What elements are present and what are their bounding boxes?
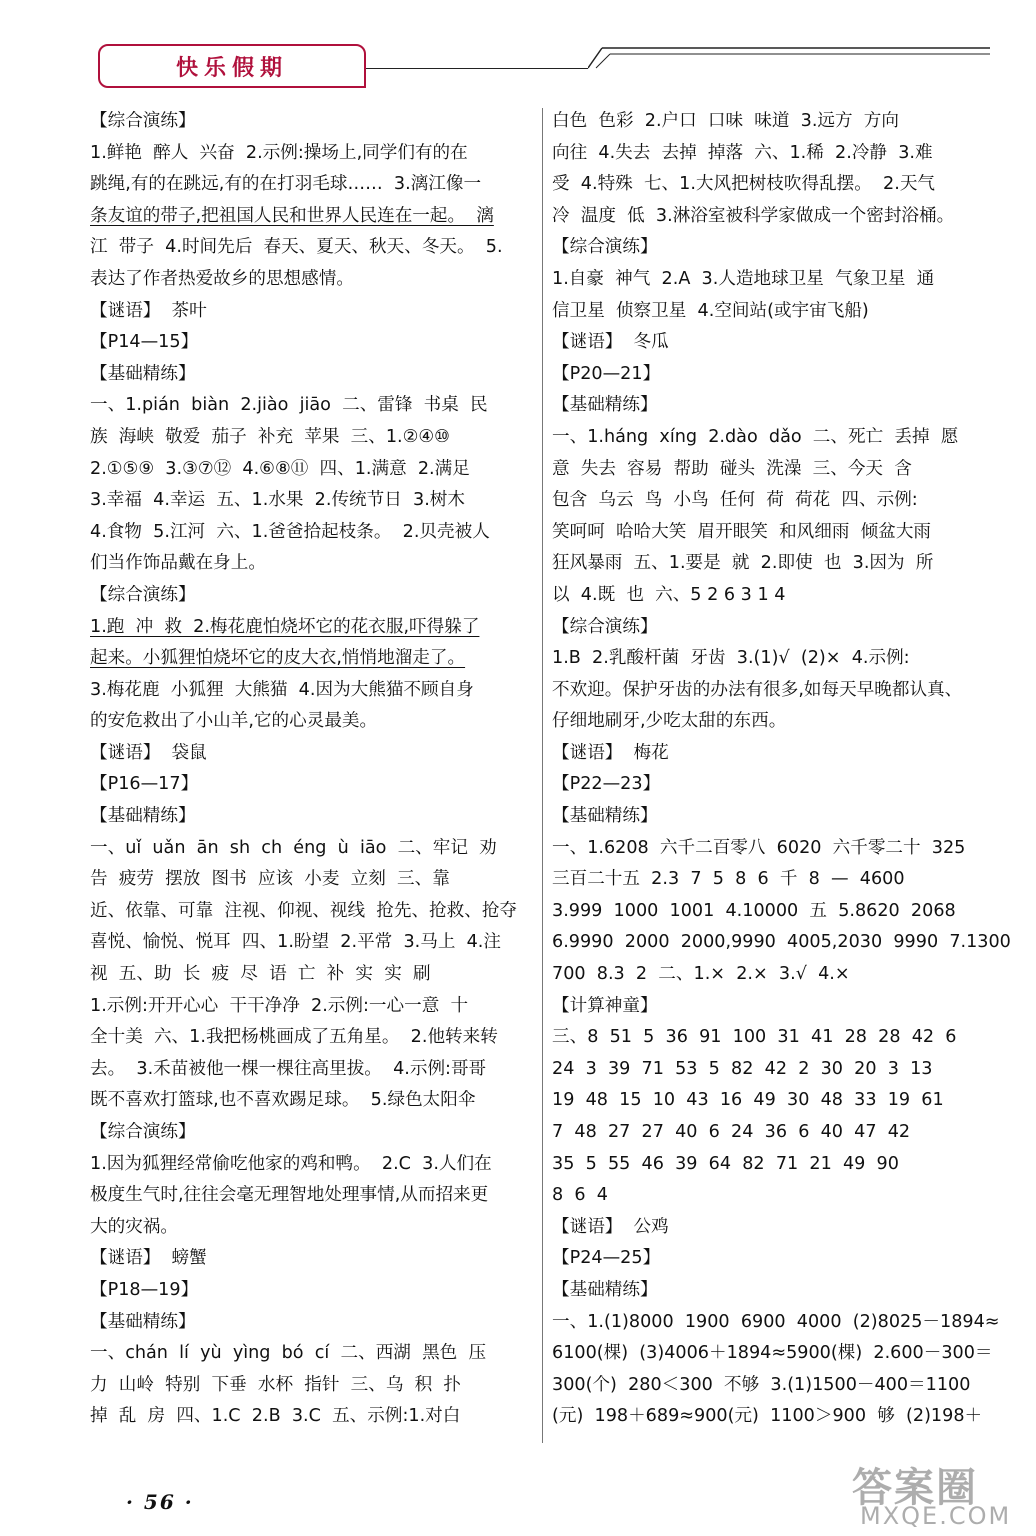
header-decoration [588,46,990,70]
column-divider [542,108,543,1443]
header-title: 快乐假期 [175,55,288,81]
answer-line: 族 海峡 敬爱 茄子 补充 苹果 三、1.②④⑩ [90,426,450,447]
answer-line: 【基础精练】 [552,806,658,827]
answer-line: 狂风暴雨 五、1.要是 就 2.即使 也 3.因为 所 [552,553,934,574]
answer-line: 6100(棵) (3)4006＋1894≈5900(棵) 2.600－300＝ [552,1343,993,1364]
watermark-url: MXQE.COM [860,1502,1012,1530]
answer-column-left [90,106,536,1433]
answer-line: 既不喜欢打篮球,也不喜欢踢足球。 5.绿色太阳伞 [90,1090,476,1111]
answer-line: 【计算神童】 [552,995,658,1016]
answer-line: 三、8 51 5 36 91 100 31 41 28 28 42 6 [552,1027,957,1048]
answer-line: 极度生气时,往往会毫无理智地处理事情,从而招来更 [90,1185,489,1206]
answer-line: 的安危救出了小山羊,它的心灵最美。 [90,711,378,732]
answer-line: 【谜语】 公鸡 [552,1216,669,1237]
answer-line: 告 疲劳 摆放 图书 应该 小麦 立刻 三、靠 [90,869,450,890]
answer-line: 【基础精练】 [90,1311,196,1332]
answer-line: 【P16—17】 [90,774,199,795]
watermark [852,1456,1022,1534]
answer-line: 24 3 39 71 53 5 82 42 2 30 20 3 13 [552,1058,933,1079]
answer-line: 1.示例:开开心心 干干净净 2.示例:一心一意 十 [90,995,469,1016]
answer-line: 三百二十五 2.3 7 5 8 6 千 8 — 4600 [552,869,905,890]
answer-line: 【谜语】 茶叶 [90,300,207,321]
answer-line: 【P22—23】 [552,774,661,795]
answer-line: 1.B 2.乳酸杆菌 牙齿 3.(1)√ (2)× 4.示例: [552,648,910,669]
answer-line: 掉 乱 房 四、1.C 2.B 3.C 五、示例:1.对白 [90,1406,461,1427]
answer-line: 【谜语】 袋鼠 [90,742,207,763]
answer-line: 19 48 15 10 43 16 49 30 48 33 19 61 [552,1090,944,1111]
answer-line: 意 失去 容易 帮助 碰头 洗澡 三、今天 含 [552,458,912,479]
header-rule [366,68,588,69]
answer-line: 起来。小狐狸怕烧坏它的皮大衣,悄悄地溜走了。 [90,648,466,669]
answer-line: 近、依靠、可靠 注视、仰视、视线 抢先、抢救、抢夺 [90,900,518,921]
watermark-logo: 答案圈 [852,1465,978,1511]
answer-line: 不欢迎。保护牙齿的办法有很多,如每天早晚都认真、 [552,679,963,700]
answer-line: 笑呵呵 哈哈大笑 眉开眼笑 和风细雨 倾盆大雨 [552,521,932,542]
answer-line: 仔细地刷牙,少吃太甜的东西。 [552,711,787,732]
answer-line: 一、1.(1)8000 1900 6900 4000 (2)8025－1894≈ [552,1311,1000,1332]
answer-line: 包含 乌云 鸟 小鸟 任何 荷 荷花 四、示例: [552,490,918,511]
answer-line: 白色 色彩 2.户口 口味 味道 3.远方 方向 [552,111,899,131]
answer-line: 冷 温度 低 3.淋浴室被科学家做成一个密封浴桶。 [552,205,955,226]
answer-line: 【P20—21】 [552,363,661,384]
answer-line: 一、1.háng xíng 2.dào dǎo 二、死亡 丢掉 愿 [552,426,959,447]
answer-line: 受 4.特殊 七、1.大风把树枝吹得乱摆。 2.天气 [552,174,936,195]
answer-line: 【谜语】 梅花 [552,742,669,763]
answer-line: 【谜语】 冬瓜 [552,332,669,353]
answer-line: 4.食物 5.江河 六、1.爸爸拾起枝条。 2.贝壳被人 [90,521,490,542]
answer-line: 【谜语】 螃蟹 [90,1248,207,1269]
answer-line: 【基础精练】 [552,395,658,416]
answer-line: 8 6 4 [552,1185,608,1206]
answer-line: 以 4.既 也 六、5 2 6 3 1 4 [552,584,786,605]
answer-line: (元) 198＋689≈900(元) 1100＞900 够 (2)198＋ [552,1406,983,1427]
answer-line: 【P24—25】 [552,1248,661,1269]
answer-line: 3.梅花鹿 小狐狸 大熊猫 4.因为大熊猫不顾自身 [90,679,474,700]
answer-line: 表达了作者热爱故乡的思想感情。 [90,268,354,289]
answer-line: 35 5 55 46 39 64 82 71 21 49 90 [552,1153,899,1174]
answer-line: 跳绳,有的在跳远,有的在打羽毛球…… 3.漓江像一 [90,174,482,195]
header-title-tab [98,44,366,88]
answer-line: 1.因为狐狸经常偷吃他家的鸡和鸭。 2.C 3.人们在 [90,1153,492,1174]
answer-line: 江 带子 4.时间先后 春天、夏天、秋天、冬天。 5. [90,237,503,258]
answer-line: 一、uǐ uǎn ān sh ch éng ù iāo 二、牢记 劝 [90,837,497,858]
answer-line: 们当作饰品戴在身上。 [90,553,266,574]
answer-line: 3.999 1000 1001 4.10000 五 5.8620 2068 [552,900,956,921]
answer-line: 【基础精练】 [90,806,196,827]
answer-line: 300(个) 280＜300 不够 3.(1)1500－400＝1100 [552,1374,971,1395]
answer-line: 一、1.pián biàn 2.jiào jiāo 二、雷锋 书桌 民 [90,395,488,416]
answer-line: 1.自豪 神气 2.A 3.人造地球卫星 气象卫星 通 [552,268,935,289]
answer-line: 【综合演练】 [552,237,658,258]
answer-line: 1.鲜艳 醉人 兴奋 2.示例:操场上,同学们有的在 [90,142,468,163]
answer-line: 条友谊的带子,把祖国人民和世界人民连在一起。 漓 [90,205,494,226]
answer-line: 7 48 27 27 40 6 24 36 6 40 47 42 [552,1122,911,1142]
answer-line: 去。 3.禾苗被他一棵一棵往高里拔。 4.示例:哥哥 [90,1058,487,1079]
answer-line: 一、chán lí yù yìng bó cí 二、西湖 黑色 压 [90,1343,487,1364]
answer-line: 力 山岭 特别 下垂 水杯 指针 三、乌 积 扑 [90,1374,461,1395]
answer-line: 【P14—15】 [90,332,199,353]
answer-line: 喜悦、愉悦、悦耳 四、1.盼望 2.平常 3.马上 4.注 [90,932,501,953]
answer-line: 3.幸福 4.幸运 五、1.水果 2.传统节日 3.树木 [90,490,465,511]
answer-line: 全十美 六、1.我把杨桃画成了五角星。 2.他转来转 [90,1027,498,1048]
answer-line: 700 8.3 2 二、1.× 2.× 3.√ 4.× [552,964,850,985]
answer-line: 大的灾祸。 [90,1216,178,1237]
answer-line: 【综合演练】 [90,584,196,605]
answer-line: 2.①⑤⑨ 3.③⑦⑫ 4.⑥⑧⑪ 四、1.满意 2.满足 [90,458,470,479]
answer-line: 一、1.6208 六千二百零八 6020 六千零二十 325 [552,837,966,858]
answer-line: 【综合演练】 [90,1122,196,1142]
answer-line: 6.9990 2000 2000,9990 4005,2030 9990 7.1300 [552,932,1011,953]
answer-line: 向往 4.失去 去掉 掉落 六、1.稀 2.冷静 3.难 [552,142,933,163]
answer-line: 【综合演练】 [90,111,196,131]
page-number: · 56 · [126,1490,194,1514]
answer-line: 【基础精练】 [552,1279,658,1300]
answer-column-right [552,106,1011,1433]
answer-line: 【基础精练】 [90,363,196,384]
answer-line: 【P18—19】 [90,1279,199,1300]
answer-line: 【综合演练】 [552,616,658,637]
answer-line: 视 五、助 长 疲 尽 语 亡 补 实 实 刷 [90,964,431,985]
answer-line: 信卫星 侦察卫星 4.空间站(或宇宙飞船) [552,300,869,321]
answer-line: 1.跑 冲 救 2.梅花鹿怕烧坏它的花衣服,吓得躲了 [90,616,480,637]
